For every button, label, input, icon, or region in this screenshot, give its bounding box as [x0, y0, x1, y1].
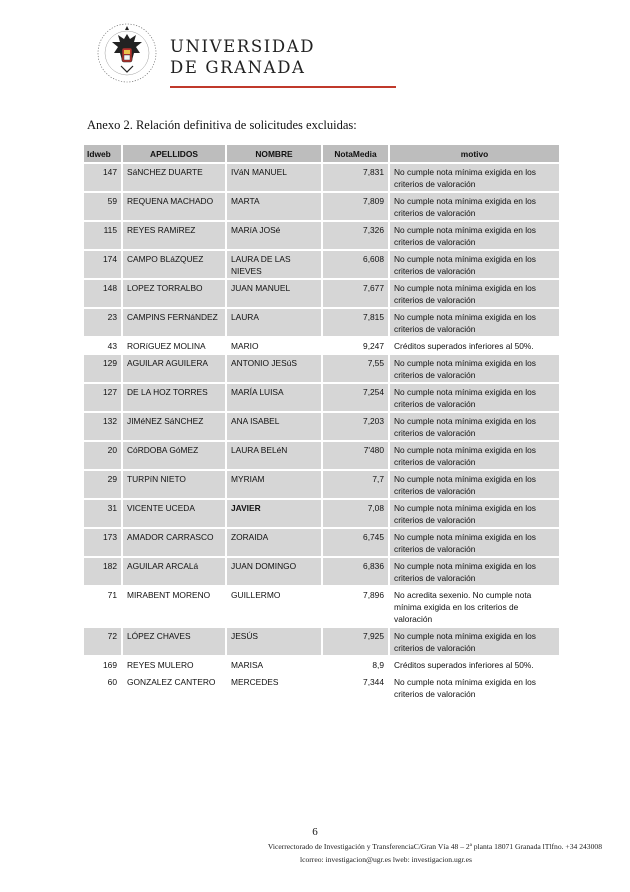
cell-idweb: 29	[84, 469, 123, 498]
cell-nombre: ZORAIDA	[227, 527, 323, 556]
cell-nombre: LAURA DE LAS NIEVES	[227, 249, 323, 278]
cell-nombre: MERCEDES	[227, 672, 323, 701]
column-header-apellidos: APELLIDOS	[123, 145, 227, 162]
cell-apellidos: LOPEZ TORRALBO	[123, 278, 227, 307]
cell-motivo: No cumple nota mínima exigida en los criterios de valoración	[390, 220, 561, 249]
cell-motivo: No cumple nota mínima exigida en los criterios de valoración	[390, 382, 561, 411]
cell-nombre: ANTONIO JESúS	[227, 353, 323, 382]
cell-notamedia: 6,745	[323, 527, 390, 556]
cell-motivo: No cumple nota mínima exigida en los criterios de valoración	[390, 440, 561, 469]
cell-nombre: ANA ISABEL	[227, 411, 323, 440]
table-row	[84, 440, 561, 469]
cell-idweb: 115	[84, 220, 123, 249]
cell-notamedia: 7'480	[323, 440, 390, 469]
cell-motivo: No cumple nota mínima exigida en los criterios de valoración	[390, 249, 561, 278]
cell-apellidos: REQUENA MACHADO	[123, 191, 227, 220]
cell-nombre: MARÍA LUISA	[227, 382, 323, 411]
cell-notamedia: 7,344	[323, 672, 390, 701]
cell-apellidos: CóRDOBA GóMEZ	[123, 440, 227, 469]
cell-apellidos: CAMPO BLáZQUEZ	[123, 249, 227, 278]
cell-nombre: MARIO	[227, 336, 323, 353]
cell-notamedia: 6,836	[323, 556, 390, 585]
table-row	[84, 672, 561, 701]
cell-nombre: MARíA JOSé	[227, 220, 323, 249]
cell-idweb: 129	[84, 353, 123, 382]
cell-notamedia: 7,896	[323, 585, 390, 626]
cell-motivo: No cumple nota mínima exigida en los criterios de valoración	[390, 307, 561, 336]
cell-apellidos: AMADOR CARRASCO	[123, 527, 227, 556]
cell-motivo: No cumple nota mínima exigida en los criterios de valoración	[390, 469, 561, 498]
cell-nombre: JUAN MANUEL	[227, 278, 323, 307]
cell-motivo: No cumple nota mínima exigida en los criterios de valoración	[390, 556, 561, 585]
cell-apellidos: AGUILAR AGUILERA	[123, 353, 227, 382]
cell-idweb: 23	[84, 307, 123, 336]
cell-notamedia: 7,326	[323, 220, 390, 249]
cell-motivo: No cumple nota mínima exigida en los criterios de valoración	[390, 162, 561, 191]
cell-motivo: No cumple nota mínima exigida en los criterios de valoración	[390, 626, 561, 655]
cell-idweb: 31	[84, 498, 123, 527]
cell-apellidos: CAMPINS FERNáNDEZ	[123, 307, 227, 336]
annex-heading: Anexo 2. Relación definitiva de solicitudes excluidas:	[87, 118, 357, 132]
cell-idweb: 71	[84, 585, 123, 626]
cell-idweb: 127	[84, 382, 123, 411]
cell-apellidos: MIRABENT MORENO	[123, 585, 227, 626]
cell-apellidos: TURPíN NIETO	[123, 469, 227, 498]
cell-notamedia: 8,9	[323, 655, 390, 672]
cell-idweb: 132	[84, 411, 123, 440]
column-header-notamedia: NotaMedia	[323, 145, 390, 162]
table-row	[84, 411, 561, 440]
table-row	[84, 382, 561, 411]
cell-motivo: No cumple nota mínima exigida en los criterios de valoración	[390, 191, 561, 220]
cell-notamedia: 7,815	[323, 307, 390, 336]
university-name-line2: DE GRANADA	[170, 58, 306, 77]
cell-idweb: 72	[84, 626, 123, 655]
cell-notamedia: 7,55	[323, 353, 390, 382]
cell-nombre: IVáN MANUEL	[227, 162, 323, 191]
cell-motivo: Créditos superados inferiores al 50%.	[390, 336, 561, 353]
cell-apellidos: VICENTE UCEDA	[123, 498, 227, 527]
cell-idweb: 174	[84, 249, 123, 278]
table-row	[84, 220, 561, 249]
cell-nombre: LAURA	[227, 307, 323, 336]
cell-nombre: JUAN DOMINGO	[227, 556, 323, 585]
cell-idweb: 60	[84, 672, 123, 701]
cell-idweb: 148	[84, 278, 123, 307]
cell-idweb: 43	[84, 336, 123, 353]
table-row	[84, 191, 561, 220]
column-header-idweb: Idweb	[84, 145, 123, 162]
table-row	[84, 353, 561, 382]
cell-nombre: JESÚS	[227, 626, 323, 655]
table-row	[84, 469, 561, 498]
cell-apellidos: REYES RAMíREZ	[123, 220, 227, 249]
cell-apellidos: AGUILAR ARCALá	[123, 556, 227, 585]
excluded-applications-table	[84, 145, 561, 701]
cell-idweb: 147	[84, 162, 123, 191]
cell-nombre: MARTA	[227, 191, 323, 220]
cell-idweb: 173	[84, 527, 123, 556]
cell-apellidos: GONZALEZ CANTERO	[123, 672, 227, 701]
university-name-line1: UNIVERSIDAD	[170, 37, 316, 56]
cell-notamedia: 7,831	[323, 162, 390, 191]
table-row	[84, 336, 561, 353]
cell-apellidos: JIMéNEZ SáNCHEZ	[123, 411, 227, 440]
cell-idweb: 169	[84, 655, 123, 672]
cell-notamedia: 7,7	[323, 469, 390, 498]
cell-idweb: 20	[84, 440, 123, 469]
cell-notamedia: 9,247	[323, 336, 390, 353]
cell-idweb: 59	[84, 191, 123, 220]
cell-apellidos: REYES MULERO	[123, 655, 227, 672]
column-header-nombre: NOMBRE	[227, 145, 323, 162]
cell-apellidos: RORíGUEZ MOLINA	[123, 336, 227, 353]
cell-nombre: GUILLERMO	[227, 585, 323, 626]
footer-address: Vicerrectorado de Investigación y TransferenciaC/Gran Vía 48 – 2ª planta 18071 Granada lTlfno. +34 243008	[267, 842, 602, 851]
cell-idweb: 182	[84, 556, 123, 585]
table-row	[84, 655, 561, 672]
cell-apellidos: LÓPEZ CHAVES	[123, 626, 227, 655]
table-header-row	[84, 145, 561, 162]
cell-motivo: Créditos superados inferiores al 50%.	[390, 655, 561, 672]
table-row	[84, 556, 561, 585]
cell-notamedia: 7,08	[323, 498, 390, 527]
cell-notamedia: 6,608	[323, 249, 390, 278]
cell-nombre: MARISA	[227, 655, 323, 672]
cell-motivo: No cumple nota mínima exigida en los criterios de valoración	[390, 353, 561, 382]
cell-nombre: LAURA BELéN	[227, 440, 323, 469]
cell-notamedia: 7,809	[323, 191, 390, 220]
table-row	[84, 278, 561, 307]
cell-motivo: No cumple nota mínima exigida en los criterios de valoración	[390, 411, 561, 440]
cell-notamedia: 7,925	[323, 626, 390, 655]
cell-apellidos: DE LA HOZ TORRES	[123, 382, 227, 411]
university-logo	[96, 20, 316, 90]
table-row	[84, 162, 561, 191]
footer-contact: lcorreo: investigacion@ugr.es lweb: investigacion.ugr.es	[300, 855, 472, 864]
cell-nombre: JAVIER	[227, 498, 323, 527]
table-row	[84, 527, 561, 556]
cell-nombre: MYRIAM	[227, 469, 323, 498]
university-seal-icon	[96, 22, 158, 84]
cell-apellidos: SáNCHEZ DUARTE	[123, 162, 227, 191]
table-row	[84, 585, 561, 626]
cell-notamedia: 7,203	[323, 411, 390, 440]
cell-notamedia: 7,254	[323, 382, 390, 411]
cell-motivo: No cumple nota mínima exigida en los criterios de valoración	[390, 527, 561, 556]
cell-motivo: No cumple nota mínima exigida en los criterios de valoración	[390, 672, 561, 701]
cell-motivo: No cumple nota mínima exigida en los criterios de valoración	[390, 278, 561, 307]
cell-notamedia: 7,677	[323, 278, 390, 307]
cell-motivo: No cumple nota mínima exigida en los criterios de valoración	[390, 498, 561, 527]
table-row	[84, 626, 561, 655]
column-header-motivo: motivo	[390, 145, 561, 162]
table-row	[84, 307, 561, 336]
cell-motivo: No acredita sexenio. No cumple nota mínima exigida en los criterios de valoración	[390, 585, 561, 626]
table-row	[84, 249, 561, 278]
table-row	[84, 498, 561, 527]
logo-underline	[170, 86, 396, 88]
page-number: 6	[312, 826, 318, 838]
